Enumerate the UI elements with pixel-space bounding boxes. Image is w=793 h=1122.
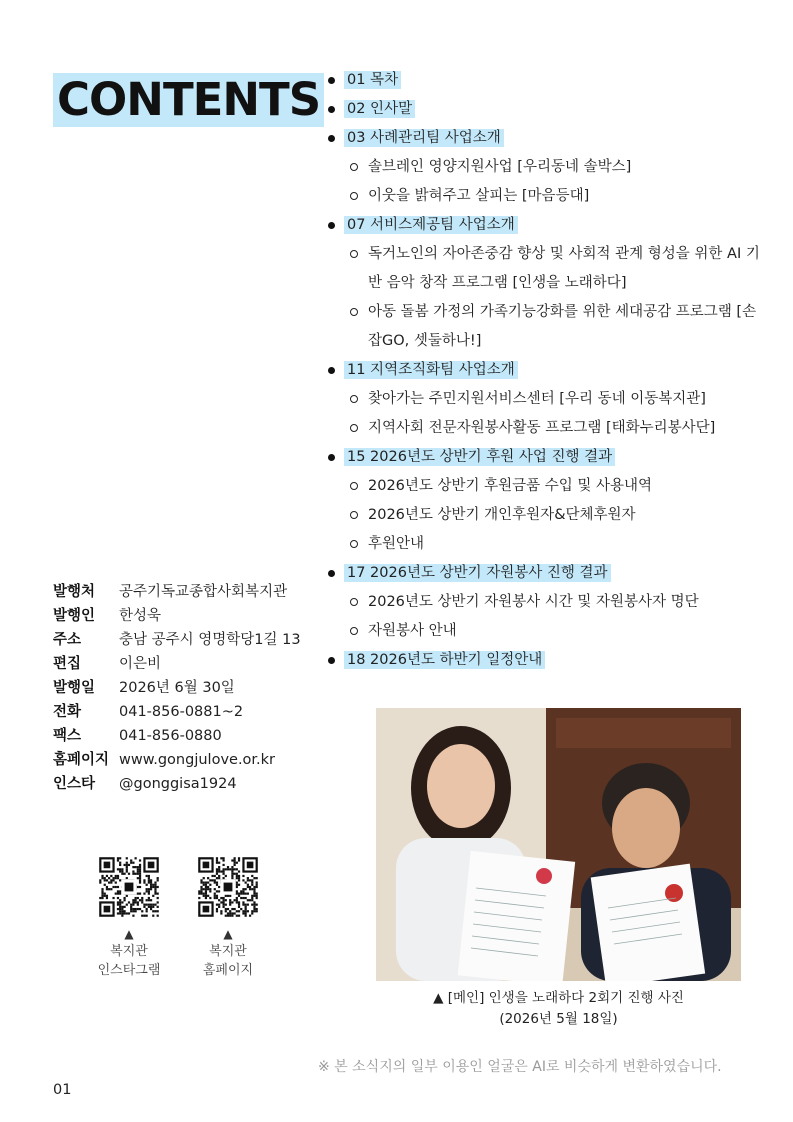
info-row bbox=[53, 580, 301, 604]
bullet-icon bbox=[328, 135, 335, 142]
circle-bullet-icon bbox=[350, 424, 358, 432]
info-key: 발행일 bbox=[53, 680, 96, 696]
toc-sub-item bbox=[328, 385, 768, 414]
circle-bullet-icon bbox=[350, 511, 358, 519]
toc-sub-item bbox=[328, 414, 768, 443]
info-key: 팩스 bbox=[53, 728, 82, 744]
toc-sub-item bbox=[328, 501, 768, 530]
toc-section-item bbox=[328, 356, 768, 385]
toc-section-item bbox=[328, 66, 768, 95]
toc-section-item bbox=[328, 646, 768, 675]
toc-item-label: 07 서비스제공팀 사업소개 bbox=[344, 216, 518, 234]
toc-item-label: 11 지역조직화팀 사업소개 bbox=[344, 361, 518, 379]
toc-section-item bbox=[328, 124, 768, 153]
toc-section-item bbox=[328, 559, 768, 588]
toc-item-label: 솔브레인 영양지원사업 [우리동네 솔박스] bbox=[368, 159, 632, 175]
info-row bbox=[53, 748, 301, 772]
homepage-qr-code[interactable] bbox=[196, 855, 260, 919]
toc-sub-item bbox=[328, 298, 768, 356]
toc-sub-item bbox=[328, 182, 768, 211]
toc-item-label: 2026년도 상반기 후원금품 수입 및 사용내역 bbox=[368, 478, 653, 494]
info-key: 발행처 bbox=[53, 584, 96, 600]
info-row bbox=[53, 628, 301, 652]
bullet-icon bbox=[328, 454, 335, 461]
circle-bullet-icon bbox=[350, 163, 358, 171]
info-key: 주소 bbox=[53, 632, 82, 648]
toc-item-label: 지역사회 전문자원봉사활동 프로그램 [태화누리봉사단] bbox=[368, 420, 716, 436]
instagram-qr-caption: ▲ 복지관 인스타그램 bbox=[84, 926, 174, 980]
info-value: 공주기독교종합사회복지관 bbox=[119, 584, 288, 600]
toc-sub-item bbox=[328, 153, 768, 182]
toc-item-label: 01 목차 bbox=[344, 71, 401, 89]
info-key: 편집 bbox=[53, 656, 82, 672]
info-value: 충남 공주시 영명학당1길 13 bbox=[119, 632, 301, 648]
toc-item-label: 17 2026년도 상반기 자원봉사 진행 결과 bbox=[344, 564, 611, 582]
info-value: 041-856-0880 bbox=[119, 728, 222, 744]
toc-sub-item bbox=[328, 617, 768, 646]
circle-bullet-icon bbox=[350, 308, 358, 316]
publication-info bbox=[53, 580, 301, 796]
toc-sub-item bbox=[328, 588, 768, 617]
disclaimer-note: ※ 본 소식지의 일부 이용인 얼굴은 AI로 비슷하게 변환하였습니다. bbox=[318, 1059, 722, 1075]
info-key: 인스타 bbox=[53, 776, 96, 792]
info-row bbox=[53, 604, 301, 628]
info-row bbox=[53, 700, 301, 724]
toc-item-label: 02 인사말 bbox=[344, 100, 415, 118]
up-arrow-icon: ▲ bbox=[124, 927, 134, 941]
toc-sub-item bbox=[328, 472, 768, 501]
circle-bullet-icon bbox=[350, 540, 358, 548]
circle-bullet-icon bbox=[350, 482, 358, 490]
info-value: 이은비 bbox=[119, 656, 162, 672]
info-key: 발행인 bbox=[53, 608, 96, 624]
bullet-icon bbox=[328, 77, 335, 84]
toc-item-label: 자원봉사 안내 bbox=[368, 623, 457, 639]
info-key: 홈페이지 bbox=[53, 752, 110, 768]
toc-item-label: 03 사례관리팀 사업소개 bbox=[344, 129, 504, 147]
circle-bullet-icon bbox=[350, 627, 358, 635]
info-value: 한성욱 bbox=[119, 608, 162, 624]
toc-item-label: 아동 돌봄 가정의 가족기능강화를 위한 세대공감 프로그램 [손잡GO, 셋둘하나!] bbox=[368, 304, 757, 349]
toc-item-label: 후원안내 bbox=[368, 536, 425, 552]
table-of-contents bbox=[328, 66, 768, 675]
page-number: 01 bbox=[53, 1082, 72, 1098]
info-value: 2026년 6월 30일 bbox=[119, 680, 235, 696]
toc-item-label: 2026년도 상반기 개인후원자&단체후원자 bbox=[368, 507, 636, 523]
circle-bullet-icon bbox=[350, 250, 358, 258]
toc-item-label: 독거노인의 자아존중감 향상 및 사회적 관계 형성을 위한 AI 기반 음악 창작 프로그램 [인생을 노래하다] bbox=[368, 246, 760, 291]
info-value: www.gongjulove.or.kr bbox=[119, 752, 276, 768]
toc-item-label: 15 2026년도 상반기 후원 사업 진행 결과 bbox=[344, 448, 615, 466]
toc-section-item bbox=[328, 443, 768, 472]
toc-section-item bbox=[328, 211, 768, 240]
bullet-icon bbox=[328, 570, 335, 577]
info-value: @gonggisa1924 bbox=[119, 776, 237, 792]
circle-bullet-icon bbox=[350, 395, 358, 403]
bullet-icon bbox=[328, 657, 335, 664]
toc-sub-item bbox=[328, 240, 768, 298]
up-arrow-icon: ▲ bbox=[223, 927, 233, 941]
toc-section-item bbox=[328, 95, 768, 124]
bullet-icon bbox=[328, 367, 335, 374]
toc-item-label: 2026년도 상반기 자원봉사 시간 및 자원봉사자 명단 bbox=[368, 594, 699, 610]
info-row bbox=[53, 772, 301, 796]
toc-item-label: 이웃을 밝혀주고 살피는 [마음등대] bbox=[368, 188, 590, 204]
info-row bbox=[53, 652, 301, 676]
main-photo bbox=[376, 708, 741, 981]
toc-sub-item bbox=[328, 530, 768, 559]
photo-caption: ▲ [메인] 인생을 노래하다 2회기 진행 사진 (2026년 5월 18일) bbox=[433, 990, 684, 1027]
info-value: 041-856-0881~2 bbox=[119, 704, 244, 720]
info-key: 전화 bbox=[53, 704, 82, 720]
contents-title: CONTENTS bbox=[53, 73, 324, 127]
homepage-qr-caption: ▲ 복지관 홈페이지 bbox=[183, 926, 273, 980]
info-row bbox=[53, 676, 301, 700]
instagram-qr-code[interactable] bbox=[97, 855, 161, 919]
circle-bullet-icon bbox=[350, 192, 358, 200]
toc-item-label: 18 2026년도 하반기 일정안내 bbox=[344, 651, 545, 669]
circle-bullet-icon bbox=[350, 598, 358, 606]
toc-item-label: 찾아가는 주민지원서비스센터 [우리 동네 이동복지관] bbox=[368, 391, 706, 407]
bullet-icon bbox=[328, 106, 335, 113]
info-row bbox=[53, 724, 301, 748]
bullet-icon bbox=[328, 222, 335, 229]
